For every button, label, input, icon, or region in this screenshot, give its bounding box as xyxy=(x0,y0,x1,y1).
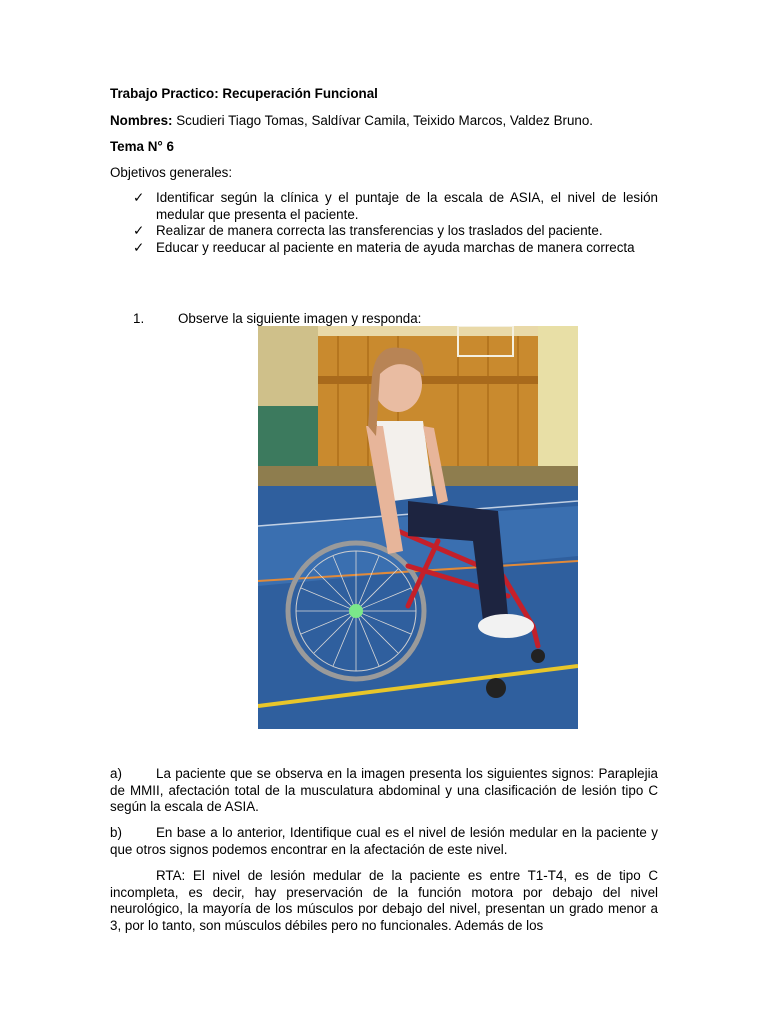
item-b-text: En base a lo anterior, Identifique cual es el nivel de lesión medular en la paciente y que otros signos podemos encontrar en la afectación de este nivel. xyxy=(110,825,658,857)
item-a-text: La paciente que se observa en la imagen presenta los siguientes signos: Paraplejia de MMII, afectación total de la musculatura abdominal y una clasificación de lesión tipo C según la escala de ASIA. xyxy=(110,766,658,815)
check-icon: ✓ xyxy=(133,239,145,255)
wheelchair-athlete-photo xyxy=(258,326,578,729)
check-icon: ✓ xyxy=(133,190,145,205)
check-icon: ✓ xyxy=(133,223,145,239)
objective-item: ✓ Realizar de manera correcta las transferencias y los traslados del paciente. xyxy=(133,223,603,239)
answer-paragraph: RTA: El nivel de lesión medular de la paciente es entre T1-T4, es de tipo C incompleta, es decir, hay preservación de la función motora por debajo del nivel neurológico, la mayoría de los músculos por debajo del nivel, presentan un grado menor a 3, por lo tanto, son músculos débiles pero no funcionales. Además de los xyxy=(110,868,658,933)
topic-line: Tema N° 6 xyxy=(110,139,174,154)
names-line xyxy=(110,113,593,130)
document-title: Trabajo Practico: Recuperación Funcional xyxy=(110,86,378,101)
item-b xyxy=(110,825,658,858)
item-a xyxy=(110,766,658,816)
photo-illustration xyxy=(258,326,578,729)
objectives-list xyxy=(110,190,658,256)
item-a-label: a) xyxy=(110,766,122,781)
objective-item: ✓ Identificar según la clínica y el puntaje de la escala de ASIA, el nivel de lesión medular que presenta el paciente. xyxy=(133,190,658,222)
names-label: Nombres: xyxy=(110,113,173,128)
objective-item: ✓ Educar y reeducar al paciente en materia de ayuda marchas de manera correcta xyxy=(133,239,635,255)
question-1 xyxy=(133,311,422,328)
question-text: Observe la siguiente imagen y responda: xyxy=(178,311,422,326)
item-b-label: b) xyxy=(110,825,122,840)
question-number: 1. xyxy=(133,311,145,326)
objectives-heading: Objetivos generales: xyxy=(110,165,233,180)
names-value: Scudieri Tiago Tomas, Saldívar Camila, Teixido Marcos, Valdez Bruno. xyxy=(172,113,594,128)
